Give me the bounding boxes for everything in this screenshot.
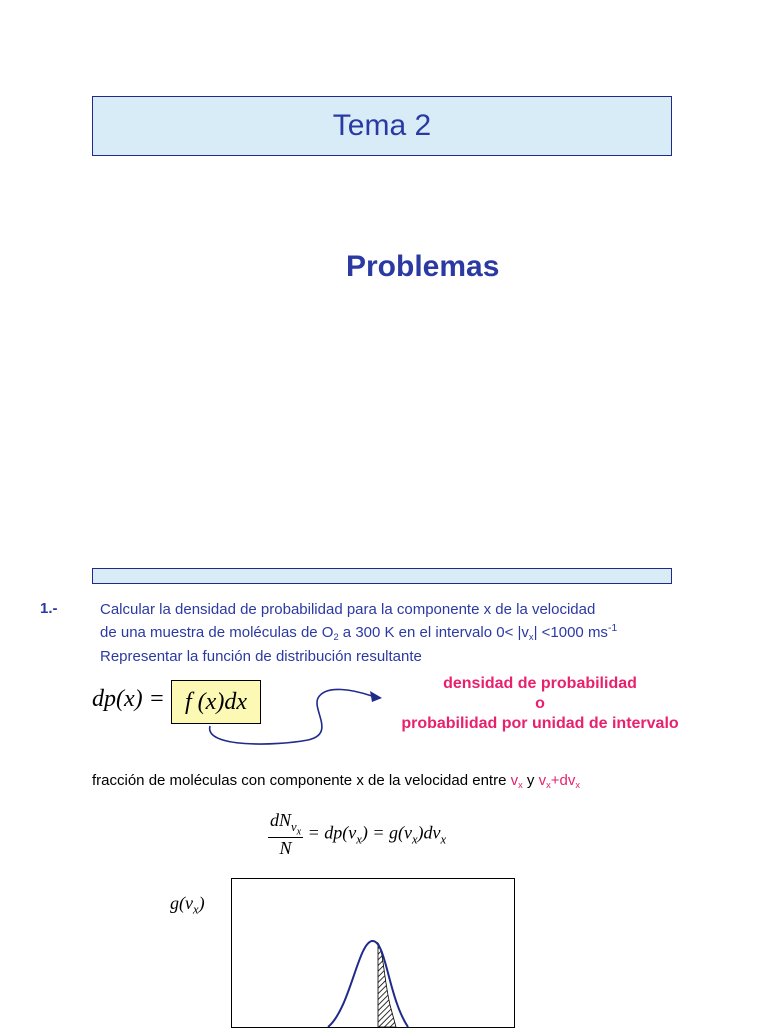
o2-subscript: 2 bbox=[333, 632, 339, 642]
plot-y-label bbox=[170, 893, 205, 918]
distribution-curve bbox=[232, 879, 514, 1027]
annotation bbox=[330, 674, 750, 734]
fraction-y: y bbox=[522, 772, 539, 789]
equation-2 bbox=[268, 810, 446, 859]
equation-lhs: dp(x) = bbox=[92, 686, 165, 712]
vx-subscript: x bbox=[528, 632, 534, 642]
annotation-line-2: o bbox=[535, 695, 545, 712]
bell-curve bbox=[328, 941, 408, 1027]
vx-symbol: v bbox=[510, 772, 519, 789]
numerator-sub-text: v bbox=[291, 819, 297, 834]
ylabel-text: g(v bbox=[170, 893, 193, 913]
vx2-symbol: v bbox=[538, 772, 547, 789]
dvx-symbol: +dv bbox=[550, 772, 576, 789]
slide-title: Tema 2 bbox=[332, 109, 432, 142]
vx-symbol-sub: x bbox=[518, 780, 523, 790]
dvx-symbol-sub: x bbox=[575, 780, 581, 790]
annotation-line-3: probabilidad por unidad de intervalo bbox=[401, 715, 679, 732]
problem-line-2 bbox=[100, 619, 720, 647]
fraction-description bbox=[92, 772, 580, 790]
title-box bbox=[92, 96, 672, 156]
hatched-interval bbox=[378, 943, 396, 1027]
vx2-symbol-sub: x bbox=[546, 780, 551, 790]
rhs-1: = dp(v bbox=[303, 822, 357, 843]
numerator-subsub: x bbox=[296, 826, 302, 838]
rhs-2: ) = g(v bbox=[361, 822, 412, 843]
annotation-line-1: densidad de probabilidad bbox=[443, 675, 637, 692]
problem-line-2c: | <1000 ms bbox=[533, 624, 608, 641]
problem-line-2b: a 300 K en el intervalo 0< |v bbox=[338, 624, 529, 641]
boxed-term-text: f (x)dx bbox=[185, 688, 247, 715]
problem-number: 1.- bbox=[40, 600, 58, 617]
fraction-numerator bbox=[268, 810, 303, 838]
rhs-3: )dv bbox=[417, 822, 441, 843]
problem-statement bbox=[100, 600, 720, 666]
rhs-1-sub: x bbox=[356, 832, 362, 847]
rhs-2-sub: x bbox=[411, 832, 418, 847]
fraction-main: fracción de moléculas con componente x de la velocidad entre bbox=[92, 772, 511, 789]
plot-frame bbox=[231, 878, 515, 1028]
numerator-sub bbox=[291, 819, 302, 838]
fraction bbox=[268, 810, 303, 859]
slide-subtitle: Problemas bbox=[346, 250, 500, 283]
rhs-3-sub: x bbox=[440, 832, 447, 847]
ylabel-close: ) bbox=[198, 893, 205, 913]
problem-line-1: Calcular la densidad de probabilidad para la componente x de la velocidad bbox=[100, 601, 596, 618]
problem-line-2a: de una muestra de moléculas de O bbox=[100, 624, 334, 641]
numerator-text: dN bbox=[270, 810, 292, 830]
units-superscript: -1 bbox=[607, 622, 618, 634]
ylabel-sub: x bbox=[192, 902, 199, 917]
problem-line-3: Representar la función de distribución resultante bbox=[100, 648, 422, 665]
fraction-denominator: N bbox=[279, 838, 292, 859]
section-strip bbox=[92, 568, 672, 584]
